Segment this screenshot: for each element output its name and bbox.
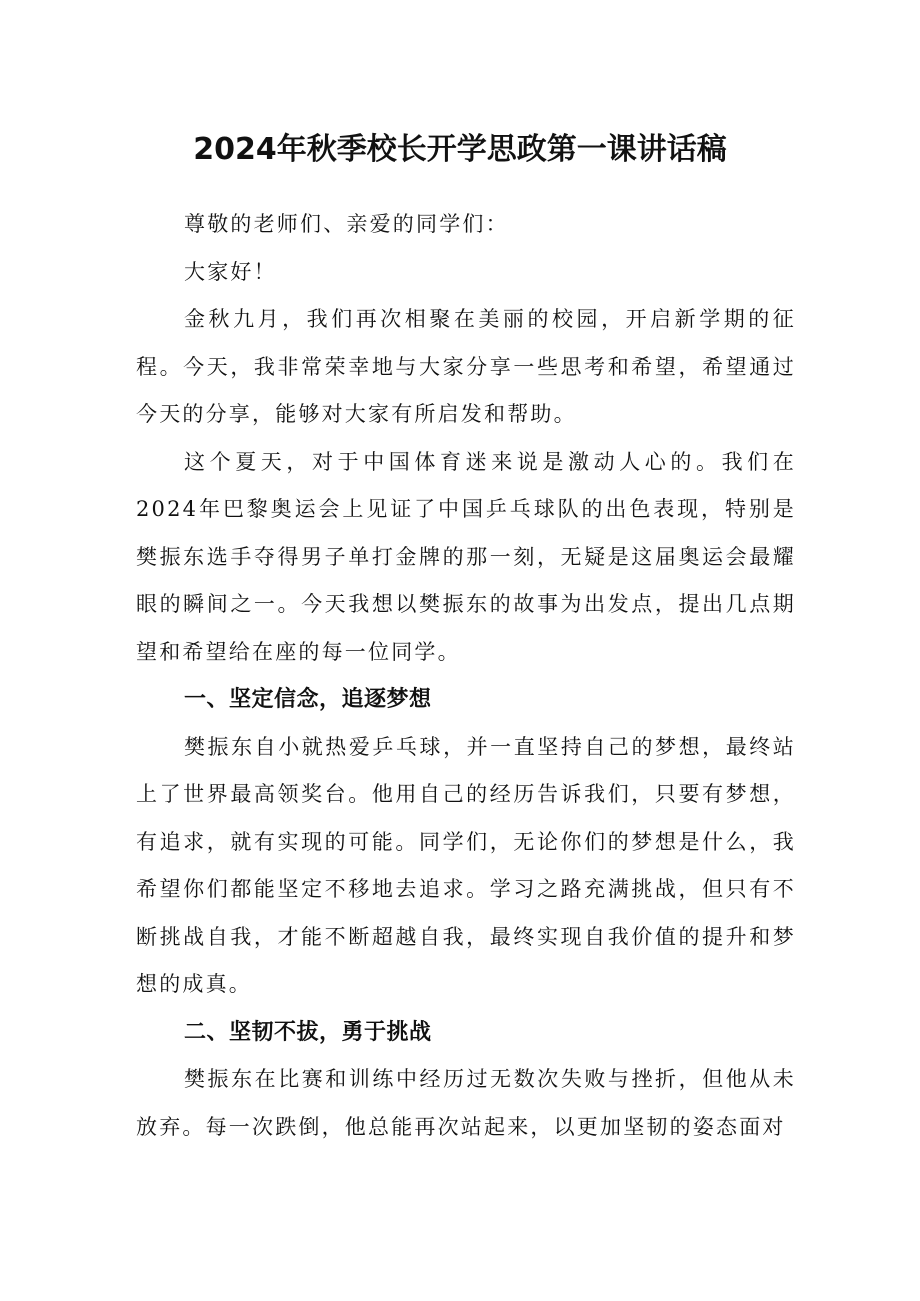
olympics-paragraph: 这个夏天，对于中国体育迷来说是激动人心的。我们在2024年巴黎奥运会上见证了中国乒乓球队的出色表现，特别是樊振东选手夺得男子单打金牌的那一刻，无疑是这届奥运会最耀眼的瞬间之一。今天我想以樊振东的故事为出发点，提出几点期望和希望给在座的每一位同学。 — [136, 449, 796, 664]
section-heading-1: 一、坚定信念，追逐梦想 — [184, 687, 432, 712]
section-1-paragraph: 樊振东自小就热爱乒乓球，并一直坚持自己的梦想，最终站上了世界最高领奖台。他用自己的经历告诉我们，只要有梦想，有追求，就有实现的可能。同学们，无论你们的梦想是什么，我希望你们都能坚定不移地去追求。学习之路充满挑战，但只有不断挑战自我，才能不断超越自我，最终实现自我价值的提升和梦想的成真。 — [136, 734, 796, 996]
document-body — [136, 201, 796, 1151]
section-heading-2: 二、坚韧不拔，勇于挑战 — [184, 1019, 432, 1045]
section-2-paragraph: 樊振东在比赛和训练中经历过无数次失败与挫折，但他从未放弃。每一次跌倒，他总能再次站起来，以更加坚韧的姿态面对 — [136, 1067, 796, 1139]
salutation-paragraph: 尊敬的老师们、亲爱的同学们： — [184, 212, 509, 236]
document-title: 2024年秋季校长开学思政第一课讲话稿 — [193, 132, 727, 168]
greeting-paragraph: 大家好！ — [184, 259, 277, 284]
opening-paragraph: 金秋九月，我们再次相聚在美丽的校园，开启新学期的征程。今天，我非常荣幸地与大家分享一些思考和希望，希望通过今天的分享，能够对大家有所启发和帮助。 — [136, 307, 796, 426]
